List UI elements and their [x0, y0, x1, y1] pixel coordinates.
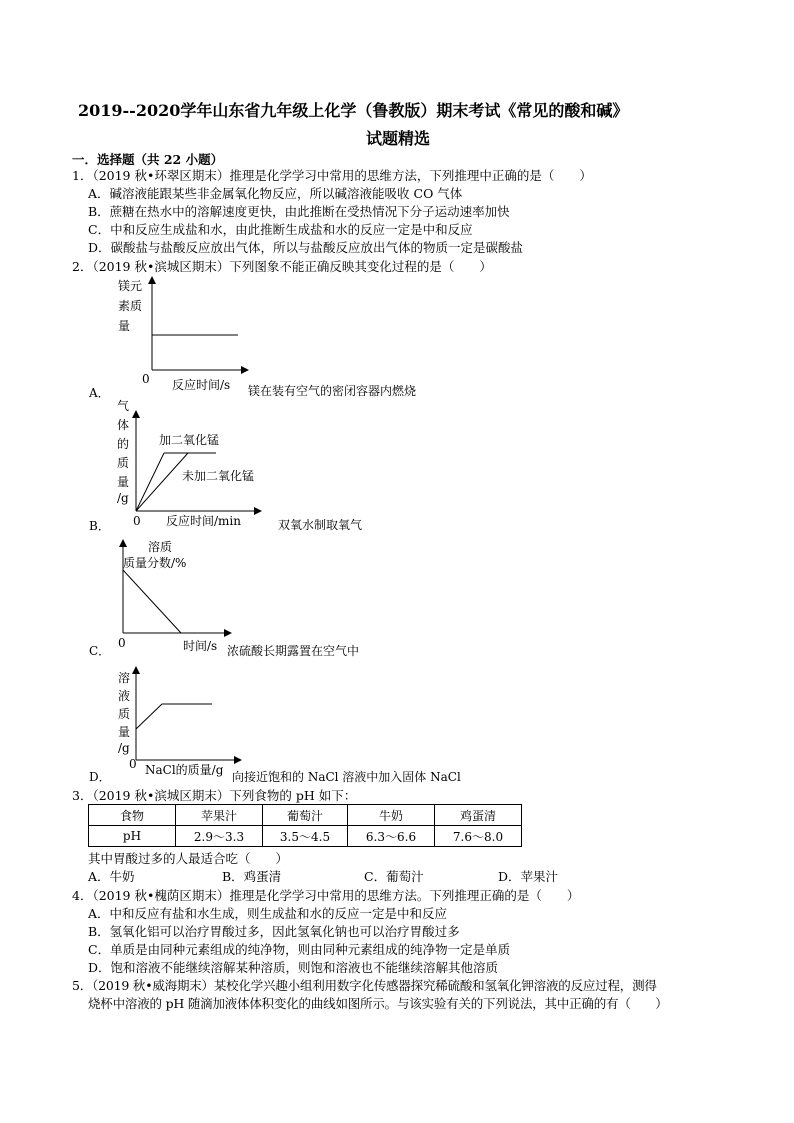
q1-option-b: B．蔗糖在热水中的溶解速度更快，由此推断在受热情况下分子运动速率加快: [88, 204, 510, 219]
q2-graph-d: [80, 662, 520, 792]
table-row: [89, 805, 522, 826]
x-label: 反应时间/s: [172, 378, 231, 392]
q4-stem: 4．（2019 秋•槐荫区期末）推理是化学学习中常用的思维方法。下列推理正确的是（ ）: [72, 888, 580, 903]
line-label-with-mno2: 加二氧化锰: [159, 433, 220, 447]
caption: 向接近饱和的 NaCl 溶液中加入固体 NaCl: [232, 770, 461, 784]
curve-with-mno2: [136, 453, 164, 511]
y-label-3: 量: [118, 319, 131, 333]
y-label-3: 的: [117, 437, 130, 451]
q4-option-c: C．单质是由同种元素组成的纯净物，则由同种元素组成的纯净物一定是单质: [88, 942, 511, 957]
y-label-1: 镁元: [118, 279, 143, 293]
y-label-4: 质: [117, 456, 130, 470]
caption: 浓硫酸长期露置在空气中: [227, 644, 360, 658]
x-label: NaCl的质量/g: [145, 763, 224, 777]
q1-option-a: A．碱溶液能跟某些非金属氧化物反应，所以碱溶液能吸收 CO 气体: [88, 186, 463, 201]
y-label-5: 量: [117, 475, 130, 489]
x-label: 时间/s: [183, 639, 218, 653]
table-cell: 食物: [89, 805, 176, 826]
origin-label: 0: [118, 636, 126, 650]
y-label-2: 体: [117, 418, 130, 432]
table-row: [89, 826, 522, 847]
x-label: 反应时间/min: [166, 514, 241, 528]
origin-label: 0: [133, 514, 141, 528]
page-subtitle: 试题精选: [366, 129, 431, 148]
table-cell: 2.9～3.3: [176, 826, 263, 847]
table-cell: 3.5～4.5: [263, 826, 348, 847]
q1-option-d: D．碳酸盐与盐酸反应放出气体，所以与盐酸反应放出气体的物质一定是碳酸盐: [88, 240, 524, 255]
q4-option-a: A．中和反应有盐和水生成，则生成盐和水的反应一定是中和反应: [88, 906, 448, 921]
q5-stem-line1: 5．（2019 秋•威海期末）某校化学兴趣小组利用数字化传感器探究稀硫酸和氢氧化钾溶液的反应过程，测得: [72, 978, 657, 993]
q3-option-c: C．葡萄汁: [364, 869, 424, 884]
table-cell: 苹果汁: [176, 805, 263, 826]
y-label-1: 气: [117, 399, 130, 413]
option-letter: D．: [89, 770, 111, 784]
caption: 双氧水制取氧气: [278, 518, 363, 532]
y-label-2: 素质: [118, 299, 143, 313]
q4-option-d: D．饱和溶液不能继续溶解某种溶质，则饱和溶液也不能继续溶解其他溶质: [88, 960, 499, 975]
page-title: 2019--2020学年山东省九年级上化学（鲁教版）期末考试《常见的酸和碱》: [78, 101, 629, 120]
q3-option-d: D．苹果汁: [498, 869, 559, 884]
q2-graph-a: [80, 270, 500, 400]
y-label-1: 溶质: [148, 540, 173, 554]
y-label-1: 溶: [118, 671, 131, 685]
table-cell: 牛奶: [348, 805, 435, 826]
ph-table: [88, 804, 522, 847]
caption: 镁在装有空气的密闭容器内燃烧: [248, 384, 417, 398]
option-letter: C．: [89, 644, 111, 658]
q4-option-b: B．氢氧化铝可以治疗胃酸过多，因此氢氧化钠也可以治疗胃酸过多: [88, 924, 460, 939]
origin-label: 0: [142, 372, 150, 386]
q1-stem: 1．（2019 秋•环翠区期末）推理是化学学习中常用的思维方法，下列推理中正确的是（ ）: [72, 168, 592, 183]
q2-graph-c: [80, 535, 500, 663]
q3-option-a: A．牛奶: [88, 869, 135, 884]
y-label-5: /g: [118, 741, 130, 755]
y-label-6: /g: [117, 491, 129, 505]
table-cell: 葡萄汁: [263, 805, 348, 826]
option-letter: B．: [89, 519, 110, 533]
q2-stem: 2．（2019 秋•滨城区期末）下列图象不能正确反映其变化过程的是（ ）: [72, 259, 492, 274]
section-heading: 一．选择题（共 22 小题）: [72, 152, 224, 167]
origin-label: 0: [129, 757, 137, 771]
table-cell: 7.6～8.0: [435, 826, 522, 847]
line-label-without-mno2: 未加二氧化锰: [182, 469, 255, 483]
q3-stem: 3．（2019 秋•滨城区期末）下列食物的 pH 如下：: [72, 788, 357, 803]
y-label-2: 质量分数/%: [123, 556, 187, 570]
q3-option-b: B．鸡蛋清: [222, 869, 282, 884]
table-cell: 6.3～6.6: [348, 826, 435, 847]
table-cell: 鸡蛋清: [435, 805, 522, 826]
curve-mass-fraction: [123, 570, 181, 633]
q3-follow: 其中胃酸过多的人最适合吃（ ）: [88, 851, 289, 866]
curve-without-mno2: [136, 453, 188, 511]
y-label-4: 量: [118, 725, 131, 739]
y-label-2: 液: [118, 689, 131, 703]
option-letter: A．: [89, 386, 110, 400]
q1-option-c: C．中和反应生成盐和水，由此推断生成盐和水的反应一定是中和反应: [88, 222, 473, 237]
q5-stem-line2: 烧杯中溶液的 pH 随滴加液体体积变化的曲线如图所示。与该实验有关的下列说法，其中正确的有（ ）: [88, 996, 668, 1011]
y-label-3: 质: [118, 707, 131, 721]
curve-solution-mass: [136, 704, 162, 729]
table-cell: pH: [89, 826, 176, 847]
q2-graph-b: [80, 398, 500, 538]
